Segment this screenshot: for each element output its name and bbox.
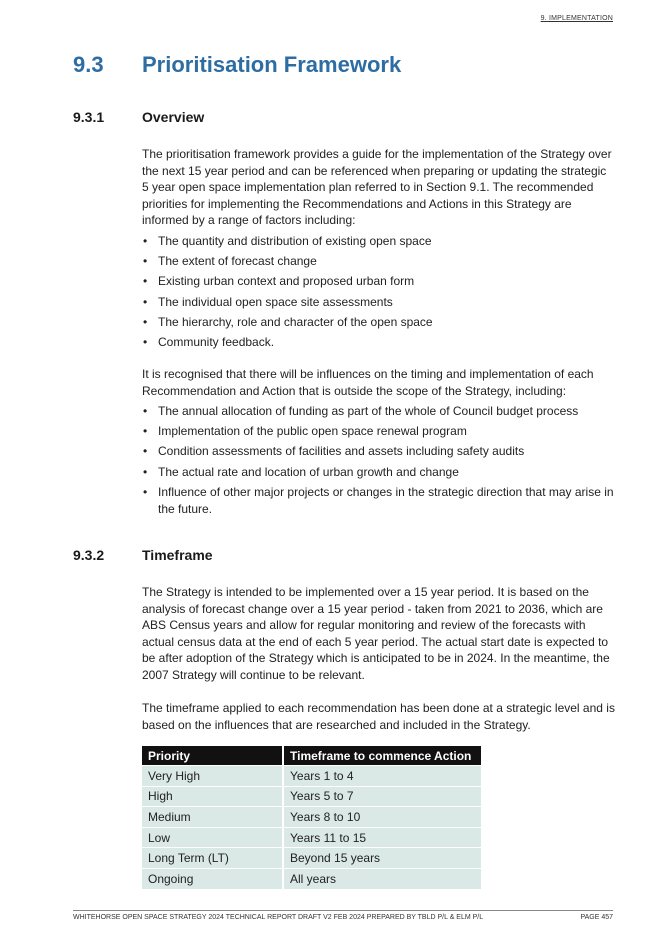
section-number: 9.3: [73, 52, 104, 77]
bullet-icon: •: [143, 253, 148, 268]
footer-divider: [73, 910, 613, 911]
table-row: [142, 827, 481, 848]
footer-page-number: PAGE 457: [580, 914, 613, 921]
table-row: [142, 806, 481, 827]
priority-cell: Ongoing: [142, 868, 284, 889]
bullet-icon: •: [143, 444, 148, 459]
column-header-priority: Priority: [142, 746, 284, 765]
bullet-icon: •: [143, 294, 148, 309]
timeframe-number: 9.3.2: [73, 547, 105, 563]
section-title: Prioritisation Framework: [142, 52, 402, 77]
influences-intro: It is recognised that there will be influences on the timing and implementation of each Recommendation and Action that is outside the scope of the Strategy, including:: [142, 367, 594, 398]
bullet-icon: •: [143, 314, 148, 329]
timeframe-table: [142, 746, 481, 889]
timeframe-cell: Years 5 to 7: [284, 786, 481, 807]
priority-cell: High: [142, 786, 284, 807]
list-item: • The annual allocation of funding as part of the whole of Council budget process: [143, 403, 579, 418]
list-item: • The individual open space site assessments: [143, 294, 393, 309]
list-item: • The actual rate and location of urban growth and change: [143, 464, 459, 479]
list-item: • The quantity and distribution of existing open space: [143, 233, 432, 248]
overview-intro: The prioritisation framework provides a guide for the implementation of the Strategy over the next 15 year period and can be referenced when preparing or updating the strategic 5 year open space implementation plan referred to in Section 9.1. The recommended priorities for implementing the Recommendations and Actions in this Strategy are informed by a range of factors including:: [142, 147, 612, 228]
list-item: • Community feedback.: [143, 335, 275, 350]
footer-document-info: WHITEHORSE OPEN SPACE STRATEGY 2024 TECHNICAL REPORT DRAFT V2 FEB 2024 PREPARED BY TBLD P/L & ELM P/L: [73, 914, 484, 921]
influences-body: [142, 366, 616, 517]
table-row: [142, 786, 481, 807]
timeframe-cell: Years 8 to 10: [284, 806, 481, 827]
factors-list: [142, 233, 616, 351]
table-row: [142, 868, 481, 889]
bullet-icon: •: [143, 274, 148, 289]
priority-cell: Low: [142, 827, 284, 848]
table-header-row: [142, 746, 481, 765]
timeframe-para-2: The timeframe applied to each recommendation has been done at a strategic level and is based on the influences that are researched and included in the Strategy.: [142, 701, 615, 732]
priority-cell: Long Term (LT): [142, 847, 284, 868]
list-item: • Influence of other major projects or changes in the strategic direction that may arise in the future.: [143, 485, 614, 516]
bullet-icon: •: [143, 233, 148, 248]
bullet-icon: •: [143, 485, 148, 499]
column-header-timeframe: Timeframe to commence Action: [284, 746, 481, 765]
timeframe-cell: All years: [284, 868, 481, 889]
bullet-icon: •: [143, 403, 148, 418]
timeframe-cell: Beyond 15 years: [284, 847, 481, 868]
table-row: [142, 847, 481, 868]
overview-number: 9.3.1: [73, 109, 105, 125]
bullet-icon: •: [143, 424, 148, 439]
timeframe-cell: Years 1 to 4: [284, 765, 481, 786]
overview-title: Overview: [142, 109, 205, 125]
timeframe-para-1: The Strategy is intended to be implemented over a 15 year period. It is based on the analysis of forecast change over a 15 year period - taken from 2021 to 2036, which are ABS Census years and allow for regular monitoring and review of the forecasts with actual census data at the end of each 5 year period. The actual start date is expected to be after adoption of the Strategy which is anticipated to be in 2024. In the meantime, the 2007 Strategy will continue to be relevant.: [142, 585, 610, 682]
influences-list: [142, 403, 616, 517]
list-item: • The extent of forecast change: [143, 253, 317, 268]
timeframe-cell: Years 11 to 15: [284, 827, 481, 848]
list-item: • Condition assessments of facilities and assets including safety audits: [143, 444, 525, 459]
timeframe-title: Timeframe: [142, 547, 213, 563]
priority-cell: Very High: [142, 765, 284, 786]
priority-cell: Medium: [142, 806, 284, 827]
overview-body: [142, 146, 616, 351]
list-item: • Implementation of the public open space renewal program: [143, 424, 467, 439]
bullet-icon: •: [143, 335, 148, 350]
list-item: • Existing urban context and proposed urban form: [143, 274, 415, 289]
table-row: [142, 765, 481, 786]
running-header: 9. IMPLEMENTATION: [540, 15, 613, 22]
bullet-icon: •: [143, 464, 148, 479]
list-item: • The hierarchy, role and character of the open space: [143, 314, 433, 329]
